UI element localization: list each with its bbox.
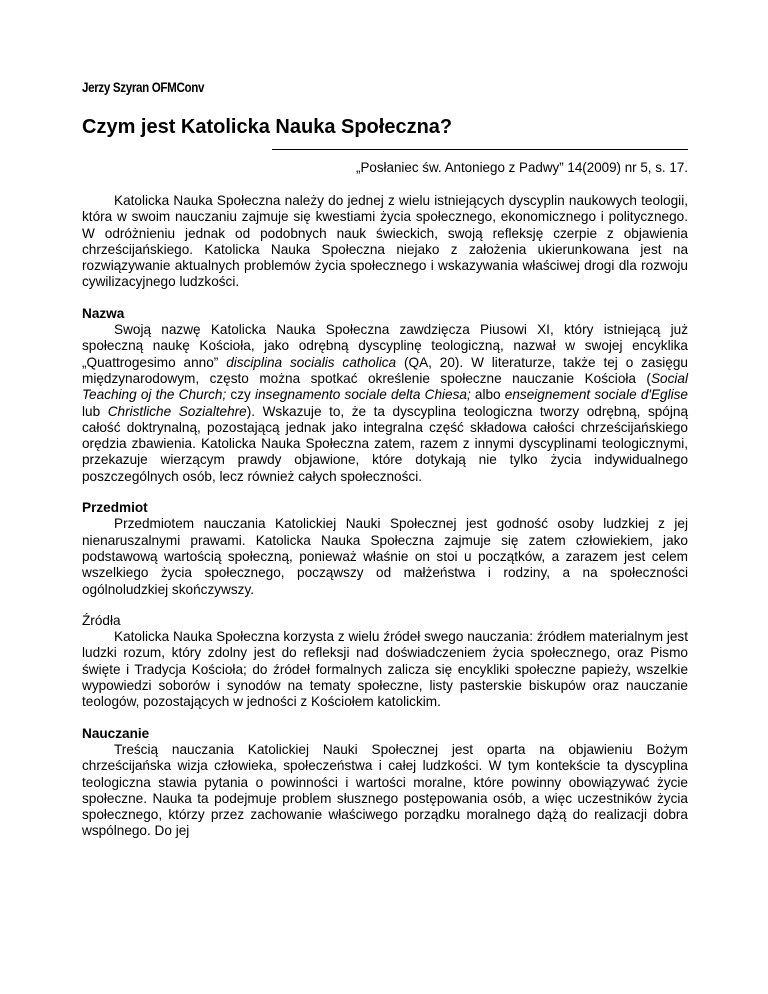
intro-paragraph: Katolicka Nauka Społeczna należy do jednej z wielu istniejących dyscyplin naukowych teologii, która w swoim nauczaniu zajmuje się kwestiami życia społecznego, ekonomicznego i politycznego. W odróżnieniu jednak od podobnych nauk świeckich, swoją refleksję czerpie z objawienia chrześcijańskiego. Katolicka Nauka Społeczna niejako z założenia ukierunkowana jest na rozwiązywanie aktualnych problemów życia społecznego i wskazywania właściwej drogi dla rozwoju cywilizacyjnego ludzkości. (82, 193, 688, 290)
section-nauczanie (82, 726, 688, 840)
document-page (82, 80, 688, 840)
section-heading: Nazwa (82, 305, 125, 321)
section-heading: Źródła (82, 612, 121, 628)
section-paragraph: Przedmiotem nauczania Katolickiej Nauki Społecznej jest godność osoby ludzkiej z jej nienaruszalnymi prawami. Katolicka Nauka Społeczna zajmuje się zatem człowiekiem, jako podstawową wartością społeczną, ponieważ właśnie on stoi u początków, a zarazem jest celem wszelkiego życia społecznego, począwszy od małżeństwa i rodziny, a na społeczności ogólnoludzkiej skończywszy. (82, 516, 688, 597)
section-heading: Przedmiot (82, 500, 148, 516)
section-przedmiot (82, 500, 688, 598)
section-paragraph: Swoją nazwę Katolicka Nauka Społeczna zawdzięcza Piusowi XI, który istniejącą już społeczną naukę Kościoła, jako odrębną dyscyplinę teologiczną, nazwał w swojej encyklika „Quattrogesimo anno” disciplina socialis catholica (QA, 20). W literaturze, także tej o zasięgu międzynarodowym, często można spotkać określenie społeczne nauczanie Kościoła (Social Teaching oj the Church; czy insegnamento sociale delta Chiesa; albo enseignement sociale d'Eglise lub Christliche Sozialtehre). Wskazuje to, że ta dyscyplina teologiczna tworzy odrębną, spójną całość doktrynalną, pozostającą jednak jako integralna część składowa całości chrześcijańskiego orędzia zbawienia. Katolicka Nauka Społeczna zatem, razem z innymi dyscyplinami teologicznymi, przekazuje wierzącym prawdy objawione, które dotykają nie tylko życia indywidualnego poszczególnych osób, lecz również całych społeczności. (82, 322, 689, 484)
section-zrodla (82, 613, 688, 711)
document-title: Czym jest Katolicka Nauka Społeczna? (82, 116, 453, 138)
source-citation: „Posłaniec św. Antoniego z Padwy” 14(2009) nr 5, s. 17. (356, 160, 688, 175)
section-paragraph: Katolicka Nauka Społeczna korzysta z wielu źródeł swego nauczania: źródłem materialnym jest ludzki rozum, który zdolny jest do refleksji nad doświadczeniem życia społecznego, oraz Pismo święte i Tradycja Kościoła; do źródeł formalnych zalicza się encykliki społeczne papieży, wszelkie wypowiedzi soborów i synodów na tematy społeczne, listy pasterskie biskupów oraz nauczanie teologów, pozostających w jedności z Kościołem katolickim. (82, 629, 688, 710)
title-rule (272, 149, 688, 150)
section-paragraph: Treścią nauczania Katolickiej Nauki Społecznej jest oparta na objawieniu Bożym chrześcijańska wizja człowieka, społeczeństwa i całej ludzkości. W tym kontekście ta dyscyplina teologiczna stawia pytania o powinności i wartości moralne, które powinny obowiązywać życie społeczne. Nauka ta podejmuje problem słusznego postępowania osób, a więc uczestników życia społecznego, którzy przez zachowanie właściwego porządku moralnego dążą do realizacji dobra wspólnego. Do jej (82, 741, 688, 839)
section-heading: Nauczanie (82, 725, 150, 741)
author-name: Jerzy Szyran OFMConv (82, 80, 205, 95)
section-nazwa (82, 306, 688, 485)
